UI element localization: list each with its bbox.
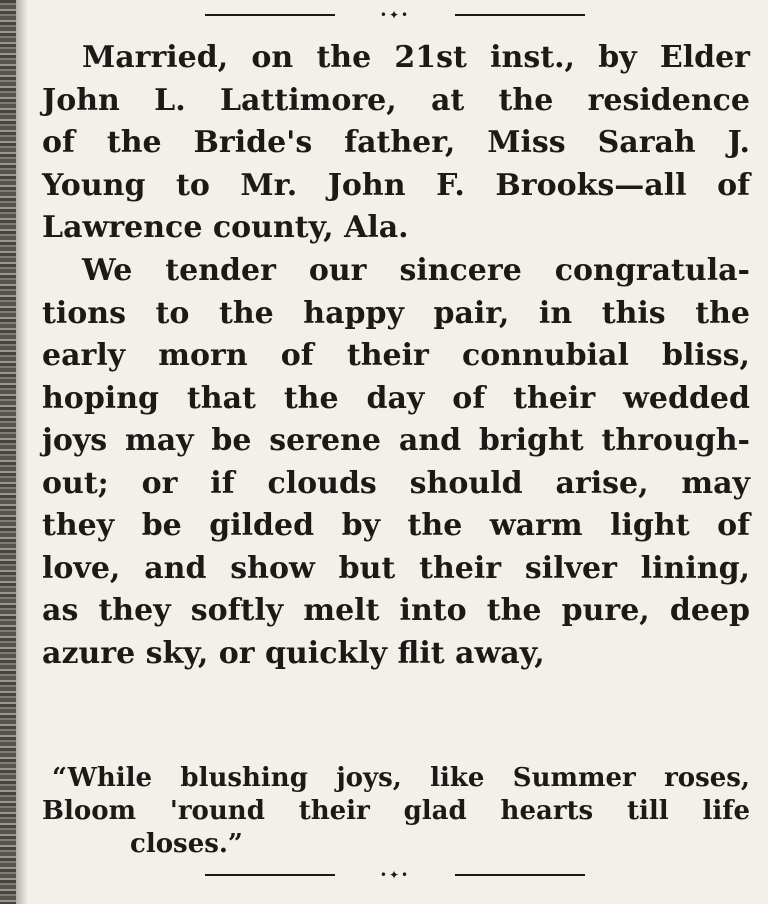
divider-line-right [455, 874, 585, 876]
quote-line: Bloom 'round their glad hearts till life [42, 796, 750, 826]
text-line: they be gilded by the warm light of [42, 508, 750, 543]
page-edge-scan-artifact [0, 0, 16, 904]
marriage-announcement-paragraph [30, 37, 750, 250]
divider-ornament: •✦• [379, 8, 411, 22]
text-line: Married, on the 21st inst., by Elder [82, 40, 750, 75]
text-line: out; or if clouds should arise, may [42, 465, 750, 501]
quote-line: “While blushing joys, like Summer roses, [52, 763, 750, 793]
divider-ornament: •✦• [379, 868, 411, 882]
divider-line-right [455, 14, 585, 16]
text-line: joys may be serene and bright through- [42, 423, 750, 458]
divider-line-left [205, 874, 335, 876]
text-line: as they softly melt into the pure, deep [42, 593, 750, 628]
congratulations-paragraph [30, 250, 750, 675]
top-ornamental-divider [205, 8, 585, 22]
divider-line-left [205, 14, 335, 16]
page-edge-shadow [16, 0, 28, 904]
bottom-ornamental-divider [205, 868, 585, 882]
quote-line: closes.” [130, 829, 243, 859]
text-line: tions to the happy pair, in this the [42, 295, 750, 331]
text-line: hoping that the day of their wedded [42, 380, 750, 416]
text-line: early morn of their connubial bliss, [42, 338, 750, 373]
text-line: We tender our sincere congratula- [82, 253, 750, 288]
text-line: John L. Lattimore, at the residence [42, 82, 750, 118]
poetic-quote [30, 762, 750, 861]
text-line: azure sky, or quickly flit away, [42, 635, 545, 671]
text-line: love, and show but their silver lining, [42, 550, 750, 586]
text-line: Young to Mr. John F. Brooks—all of [42, 167, 750, 203]
text-line: of the Bride's father, Miss Sarah J. [42, 125, 750, 160]
text-line: Lawrence county, Ala. [42, 210, 409, 245]
